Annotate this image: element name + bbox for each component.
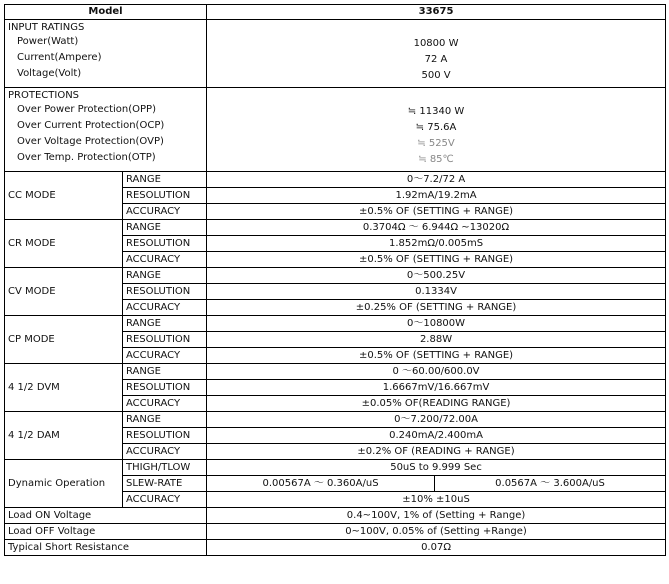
input-ratings-block <box>5 20 666 88</box>
dvm-accuracy-label: ACCURACY <box>123 396 207 412</box>
table-row <box>5 524 666 540</box>
cp-resolution-label: RESOLUTION <box>123 332 207 348</box>
short-resistance-value: 0.07Ω <box>207 540 666 556</box>
otp-value: ≒ 85℃ <box>418 154 454 165</box>
cv-resolution-value: 0.1334V <box>207 284 666 300</box>
dam-accuracy-value: ±0.2% OF (READING + RANGE) <box>207 444 666 460</box>
ovp-value: ≒ 525V <box>417 138 455 149</box>
table-row <box>5 268 666 284</box>
protections-block <box>5 88 666 172</box>
dam-range-value: 0～7.200/72.00A <box>207 412 666 428</box>
voltage-value: 500 V <box>421 70 451 81</box>
cr-accuracy-value: ±0.5% OF (SETTING + RANGE) <box>207 252 666 268</box>
dvm-label: 4 1/2 DVM <box>5 364 123 412</box>
thigh-value: 50uS to 9.999 Sec <box>207 460 666 476</box>
cr-resolution-value: 1.852mΩ/0.005mS <box>207 236 666 252</box>
cc-accuracy-label: ACCURACY <box>123 204 207 220</box>
table-row <box>5 220 666 236</box>
cr-mode-label: CR MODE <box>5 220 123 268</box>
model-label: Model <box>5 5 207 20</box>
load-off-label: Load OFF Voltage <box>5 524 207 540</box>
input-ratings-values <box>207 20 666 88</box>
table-row <box>5 460 666 476</box>
cv-resolution-label: RESOLUTION <box>123 284 207 300</box>
cv-mode-label: CV MODE <box>5 268 123 316</box>
ocp-value: ≒ 75.6A <box>415 122 457 133</box>
cc-mode-label: CC MODE <box>5 172 123 220</box>
cv-range-value: 0～500.25V <box>207 268 666 284</box>
dynamic-accuracy-value: ±10% ±10uS <box>207 492 666 508</box>
table-row <box>5 172 666 188</box>
dynamic-label: Dynamic Operation <box>5 460 123 508</box>
cp-mode-label: CP MODE <box>5 316 123 364</box>
dam-resolution-label: RESOLUTION <box>123 428 207 444</box>
cp-resolution-value: 2.88W <box>207 332 666 348</box>
slew-label: SLEW-RATE <box>123 476 207 492</box>
load-on-label: Load ON Voltage <box>5 508 207 524</box>
table-row <box>5 412 666 428</box>
dam-accuracy-label: ACCURACY <box>123 444 207 460</box>
dvm-range-label: RANGE <box>123 364 207 380</box>
power-label: Power(Watt) <box>17 36 79 47</box>
dam-range-label: RANGE <box>123 412 207 428</box>
opp-label: Over Power Protection(OPP) <box>17 104 156 115</box>
dvm-resolution-label: RESOLUTION <box>123 380 207 396</box>
cr-accuracy-label: ACCURACY <box>123 252 207 268</box>
short-resistance-label: Typical Short Resistance <box>5 540 207 556</box>
table-row <box>5 316 666 332</box>
current-label: Current(Ampere) <box>17 52 102 63</box>
power-value: 10800 W <box>413 38 459 49</box>
cc-range-label: RANGE <box>123 172 207 188</box>
otp-label: Over Temp. Protection(OTP) <box>17 152 156 163</box>
header-row <box>5 5 666 20</box>
cp-accuracy-label: ACCURACY <box>123 348 207 364</box>
table-row <box>5 364 666 380</box>
protections-labels <box>5 88 207 172</box>
protections-title: PROTECTIONS <box>8 90 80 101</box>
dvm-range-value: 0 ～60.00/600.0V <box>207 364 666 380</box>
cc-accuracy-value: ±0.5% OF (SETTING + RANGE) <box>207 204 666 220</box>
cv-accuracy-label: ACCURACY <box>123 300 207 316</box>
table-row <box>5 508 666 524</box>
ocp-label: Over Current Protection(OCP) <box>17 120 165 131</box>
dynamic-accuracy-label: ACCURACY <box>123 492 207 508</box>
table-row <box>5 540 666 556</box>
cc-resolution-value: 1.92mA/19.2mA <box>207 188 666 204</box>
load-off-value: 0~100V, 0.05% of (Setting +Range) <box>207 524 666 540</box>
protections-values <box>207 88 666 172</box>
dvm-accuracy-value: ±0.05% OF(READING RANGE) <box>207 396 666 412</box>
thigh-label: THIGH/TLOW <box>123 460 207 476</box>
voltage-label: Voltage(Volt) <box>17 68 82 79</box>
dvm-resolution-value: 1.6667mV/16.667mV <box>207 380 666 396</box>
input-ratings-title: INPUT RATINGS <box>8 22 85 33</box>
dam-resolution-value: 0.240mA/2.400mA <box>207 428 666 444</box>
cv-range-label: RANGE <box>123 268 207 284</box>
cp-range-label: RANGE <box>123 316 207 332</box>
slew-low-value: 0.00567A ～ 0.360A/uS <box>207 476 435 492</box>
cc-range-value: 0～7.2/72 A <box>207 172 666 188</box>
dam-label: 4 1/2 DAM <box>5 412 123 460</box>
load-on-value: 0.4~100V, 1% of (Setting + Range) <box>207 508 666 524</box>
model-value: 33675 <box>207 5 666 20</box>
current-value: 72 A <box>424 54 448 65</box>
spec-table <box>4 4 666 556</box>
opp-value: ≒ 11340 W <box>407 106 465 117</box>
cr-range-label: RANGE <box>123 220 207 236</box>
cv-accuracy-value: ±0.25% OF (SETTING + RANGE) <box>207 300 666 316</box>
cc-resolution-label: RESOLUTION <box>123 188 207 204</box>
cp-range-value: 0～10800W <box>207 316 666 332</box>
input-ratings-labels <box>5 20 207 88</box>
ovp-label: Over Voltage Protection(OVP) <box>17 136 164 147</box>
slew-high-value: 0.0567A ～ 3.600A/uS <box>435 476 666 492</box>
cr-range-value: 0.3704Ω ～ 6.944Ω ~13020Ω <box>207 220 666 236</box>
cr-resolution-label: RESOLUTION <box>123 236 207 252</box>
cp-accuracy-value: ±0.5% OF (SETTING + RANGE) <box>207 348 666 364</box>
